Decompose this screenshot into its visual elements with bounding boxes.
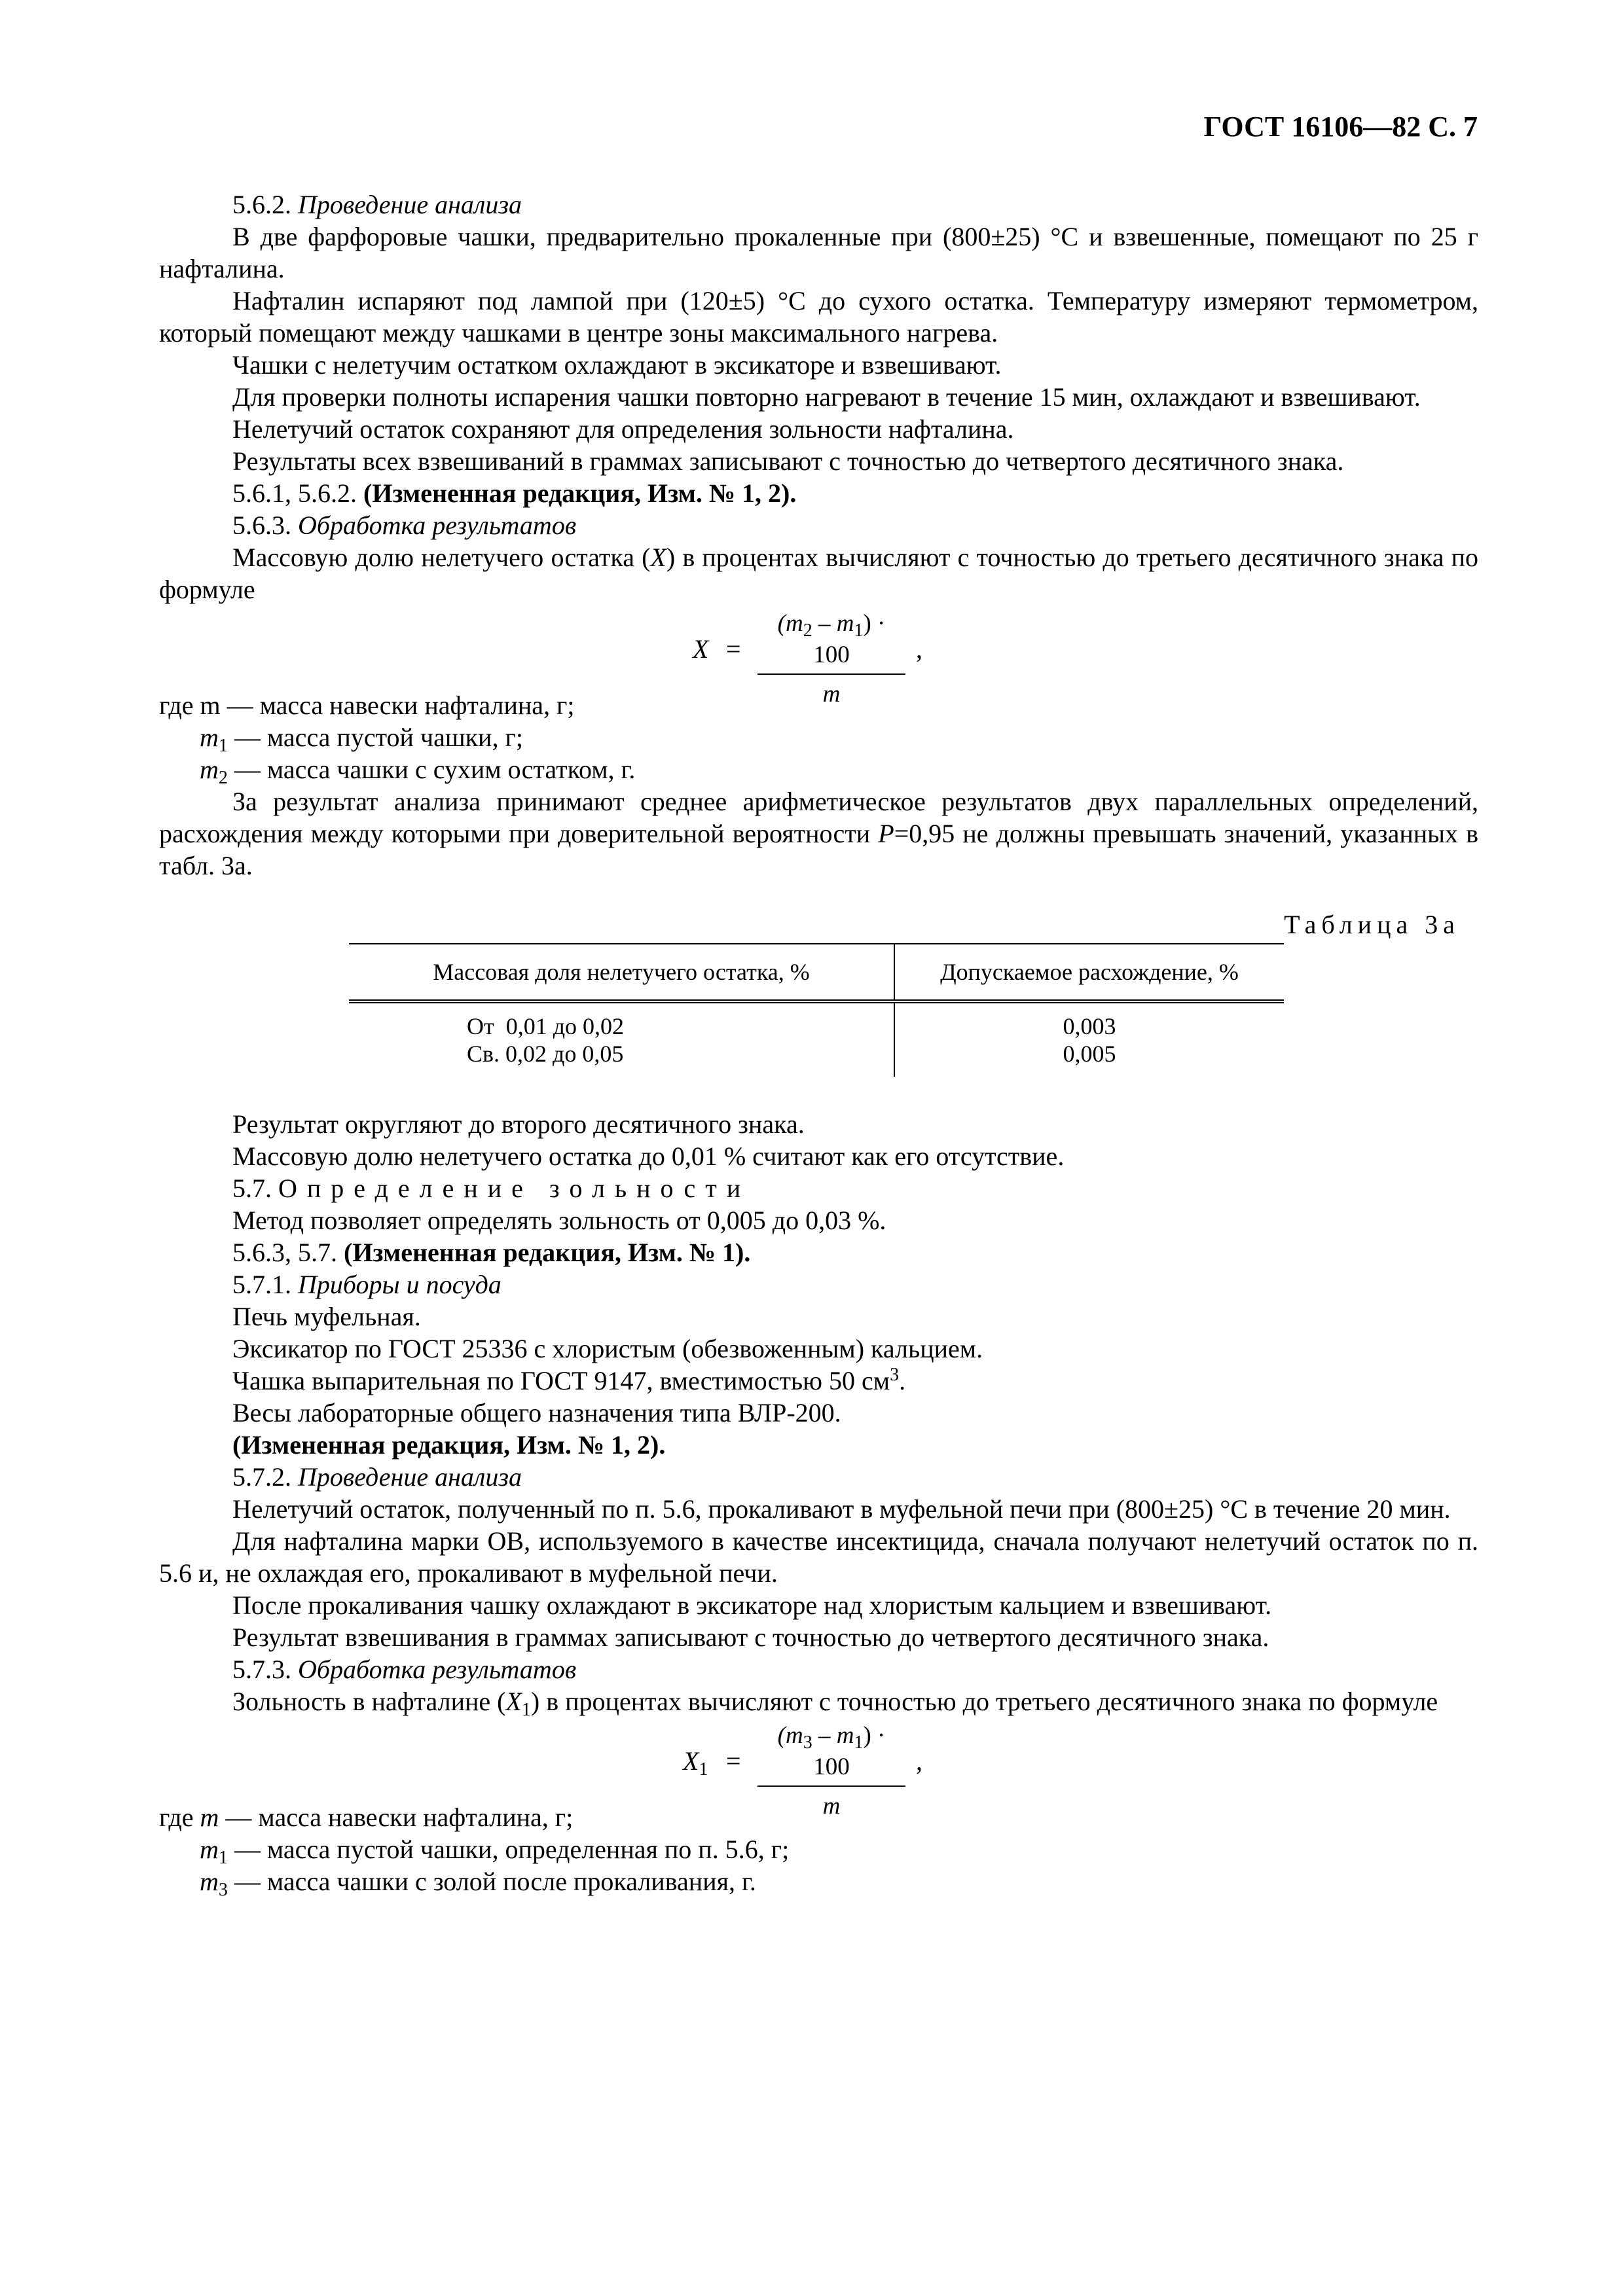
page-header: ГОСТ 16106—82 С. 7 <box>1203 111 1478 143</box>
formula-denominator: m <box>822 681 841 708</box>
section-5-7-1-heading: 5.7.1. Приборы и посуда <box>232 1270 501 1299</box>
definition-m1: $m_1$ — масса пустой чашки, г; <box>200 723 523 756</box>
table-cell: 0,003 0,005 <box>1063 1013 1116 1067</box>
paragraph: В две фарфоровые чашки, предварительно прокаленные при (800±25) °С и взвешенные, помещают по 25 г нафталина. <box>159 222 1478 283</box>
paragraph: Зольность в нафталине $(X_1)$ в процентах вычисляют с точностью до третьего десятичного знака по формуле <box>232 1687 1438 1720</box>
definition-m: где m — масса навески нафталина, г; <box>159 691 575 720</box>
paragraph: Печь муфельная. <box>232 1302 421 1331</box>
paragraph: Результат округляют до второго десятичного знака. <box>232 1109 805 1139</box>
formula-denominator: m <box>822 1793 841 1820</box>
formula-numerator: $(m_3 - m_1) \cdot 100$ <box>757 1720 905 1787</box>
section-5-6-2-heading: 5.6.2. Проведение анализа <box>232 190 522 219</box>
document-body <box>159 188 1479 1900</box>
formula-comma: , <box>916 1746 922 1776</box>
paragraph: Нелетучий остаток сохраняют для определения зольности нафталина. <box>232 414 1014 444</box>
formula-comma: , <box>916 634 922 664</box>
paragraph: Чашка выпарительная по ГОСТ 9147, вместимостью 50 $см^3$. <box>232 1365 906 1395</box>
formula-lhs: X <box>693 634 709 664</box>
paragraph: Для нафталина марки ОВ, используемого в качестве инсектицида, сначала получают нелетучий остаток по п. 5.6 и, не охлаждая его, прокаливают в муфельной печи. <box>159 1526 1478 1588</box>
table-cell: От 0,01 до 0,02 Св. 0,02 до 0,05 <box>349 1001 894 1077</box>
amendment-note: 5.6.1, 5.6.2. (Измененная редакция, Изм. № 1, 2). <box>232 478 797 508</box>
section-5-7-2-heading: 5.7.2. Проведение анализа <box>232 1462 522 1492</box>
table-header-cell: Допускаемое расхождение, % <box>894 944 1284 1001</box>
definition-m3: $m_3$ — масса чашки с золой после прокаливания, г. <box>200 1867 756 1900</box>
amendment-note: (Измененная редакция, Изм. № 1, 2). <box>232 1430 666 1460</box>
paragraph: Метод позволяет определять зольность от 0,005 до 0,03 %. <box>232 1206 886 1235</box>
paragraph: Результаты всех взвешиваний в граммах записывают с точностью до четвертого десятичного знака. <box>232 446 1344 476</box>
table-3a <box>349 943 1284 1077</box>
paragraph: Результат взвешивания в граммах записывают с точностью до четвертого десятичного знака. <box>232 1623 1269 1652</box>
table-row <box>349 1001 1284 1077</box>
formula-fraction <box>757 608 905 710</box>
paragraph: Массовую долю нелетучего остатка до 0,01 % считают как его отсутствие. <box>232 1141 1065 1171</box>
paragraph: За результат анализа принимают среднее арифметическое результатов двух параллельных определений, расхождения между которыми при доверительной вероятности P=0,95 не должны превышать значений, указанных в табл. 3а. <box>159 787 1478 880</box>
definition-m: где m — масса навески нафталина, г; <box>159 1803 574 1832</box>
section-5-6-3-heading: 5.6.3. Обработка результатов <box>232 511 577 540</box>
amendment-note: 5.6.3, 5.7. (Измененная редакция, Изм. № 1). <box>232 1238 751 1267</box>
formula-equals: = <box>726 634 741 664</box>
paragraph: Весы лабораторные общего назначения типа ВЛР-200. <box>232 1398 841 1427</box>
paragraph: Эксикатор по ГОСТ 25336 с хлористым (обезвоженным) кальцием. <box>232 1334 983 1363</box>
section-5-7-heading: 5.7. Определение зольности <box>232 1174 751 1203</box>
paragraph: Массовую долю нелетучего остатка (X) в процентах вычисляют с точностью до третьего десятичного знака по формуле <box>159 543 1479 604</box>
paragraph: Нелетучий остаток, полученный по п. 5.6, прокаливают в муфельной печи при (800±25) °С в течение 20 мин. <box>232 1494 1451 1524</box>
definition-m1: $m_1$ — масса пустой чашки, определенная по п. 5.6, г; <box>200 1835 790 1868</box>
paragraph: Для проверки полноты испарения чашки повторно нагревают в течение 15 мин, охлаждают и взвешивают. <box>232 382 1421 412</box>
table-header-cell: Массовая доля нелетучего остатка, % <box>349 944 894 1001</box>
section-5-7-3-heading: 5.7.3. Обработка результатов <box>232 1655 577 1684</box>
formula-lhs: $X_1$ <box>683 1746 708 1780</box>
formula-fraction <box>757 1720 905 1822</box>
table-caption: Таблица 3а <box>1284 910 1460 939</box>
paragraph: Чашки с нелетучим остатком охлаждают в эксикаторе и взвешивают. <box>232 350 1002 380</box>
formula-equals: = <box>726 1746 741 1776</box>
paragraph: После прокаливания чашку охлаждают в эксикаторе над хлористым кальцием и взвешивают. <box>232 1590 1272 1620</box>
formula-numerator: $(m_2 - m_1) \cdot 100$ <box>757 608 905 675</box>
definition-m2: $m_2$ — масса чашки с сухим остатком, г. <box>200 755 636 788</box>
paragraph: Нафталин испаряют под лампой при (120±5) °С до сухого остатка. Температуру измеряют термометром, который помещают между чашками в центре зоны максимального нагрева. <box>159 286 1478 348</box>
